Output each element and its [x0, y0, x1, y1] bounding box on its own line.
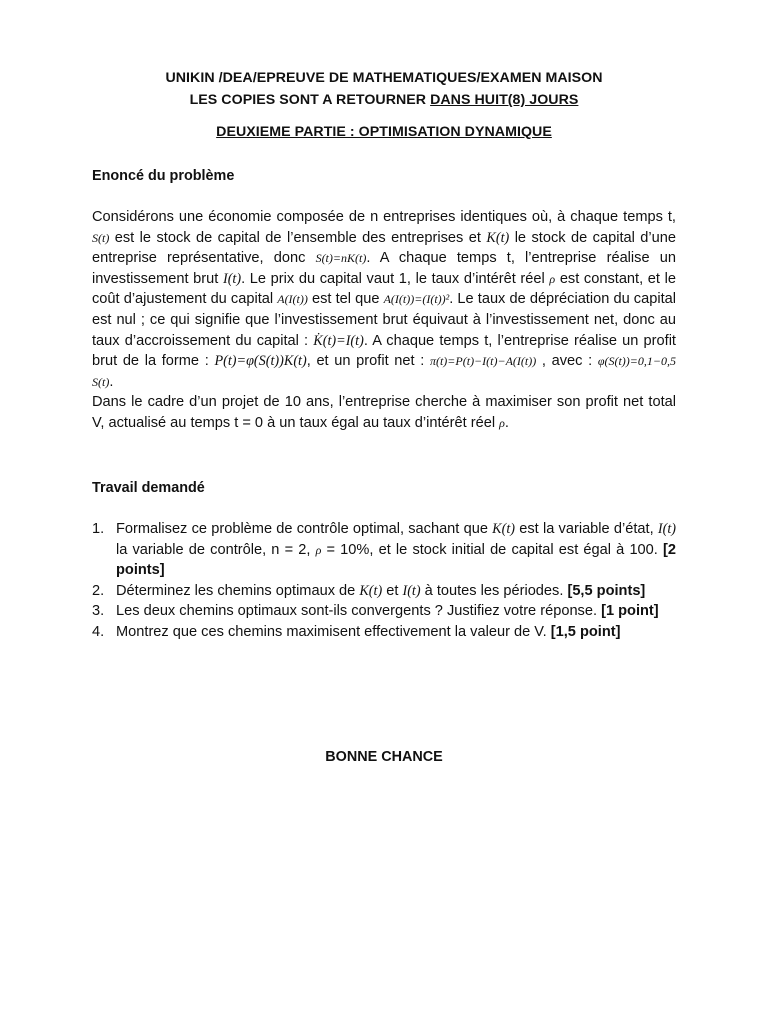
question-2: 2. Déterminez les chemins optimaux de K(t) et I(t) à toutes les périodes. [5,5 points] — [92, 582, 646, 599]
statement-heading: Enoncé du problème — [92, 168, 235, 184]
question-3-points: [1 point] — [601, 603, 659, 620]
return-instruction: LES COPIES SONT A RETOURNER — [189, 92, 431, 108]
math-adjustment-cost-formula: A(I(t))=(I(t))² — [383, 292, 450, 307]
math-K-t: K(t) — [486, 229, 510, 246]
math-gross-profit: P(t)=φ(S(t))K(t) — [214, 353, 307, 370]
statement-paragraph: Considérons une économie composée de n entreprises identiques où, à chaque temps t, S(t) est le stock de capital de l’ensemble des entreprises et K(t) le stock de capital d’une entreprise représentative, donc S(t)=nK(t). A chaque temps t, l’entreprise réalise un investissement brut I(t). Le prix du capital vaut 1, le taux d’intérêt réel ρ est constant, et le coût d’ajustement du capital A(I(t)) est tel que A(I(t))=(I(t))². Le taux de dépréciation du capital est nul ; ce qui signifie que l’investissement brut équivaut à l’investissement net, donc au taux d’accroissement du capital : K̇(t)=I(t). A chaque temps t, l’entreprise réalise un profit brut de la forme : P(t)=φ(S(t))K(t), et un profit net : π(t)=P(t)−I(t)−A(I(t)) , avec : φ(S(t))=0,1−0,5 S(t). Dans le cadre d’un projet de 10 ans, l’entreprise cherche à maximiser son profit net total V, actualisé au temps t = 0 à un taux égal au taux d’intérêt réel ρ. — [92, 209, 677, 431]
question-3: 3. Les deux chemins optimaux sont-ils convergents ? Justifiez votre réponse. [1 point] — [92, 603, 659, 620]
work-heading: Travail demandé — [92, 480, 205, 496]
part-title: DEUXIEME PARTIE : OPTIMISATION DYNAMIQUE — [216, 124, 552, 140]
question-1-points: [2 points] — [116, 541, 676, 579]
math-rho: ρ — [549, 271, 556, 286]
math-net-profit: π(t)=P(t)−I(t)−A(I(t)) — [429, 354, 537, 369]
math-adjustment-cost: A(I(t)) — [277, 292, 308, 307]
exam-header-line2 — [0, 92, 768, 108]
question-list — [92, 519, 676, 643]
math-S-equals-nK: S(t)=nK(t) — [315, 251, 367, 266]
math-rho-discount: ρ — [499, 415, 505, 430]
question-4: 4. Montrez que ces chemins maximisent effectivement la valeur de V. [1,5 point] — [92, 623, 621, 640]
return-deadline: DANS HUIT(8) JOURS — [430, 92, 579, 108]
closing-message: BONNE CHANCE — [325, 749, 443, 765]
math-phi-function: φ(S(t))=0,1−0,5 S(t) — [92, 354, 676, 389]
math-capital-accumulation: K̇(t)=I(t) — [313, 332, 364, 349]
exam-header-line1: UNIKIN /DEA/EPREUVE DE MATHEMATIQUES/EXAMEN MAISON — [165, 70, 603, 86]
question-1: 1. Formalisez ce problème de contrôle optimal, sachant que K(t) est la variable d’état, I(t) la variable de contrôle, n = 2, ρ = 10%, et le stock initial de capital est égal à 100. [2 points] — [92, 521, 676, 579]
math-I-t: I(t) — [222, 270, 242, 287]
math-S-t: S(t) — [92, 230, 110, 245]
question-2-points: [5,5 points] — [567, 582, 646, 599]
question-4-points: [1,5 point] — [550, 623, 621, 640]
